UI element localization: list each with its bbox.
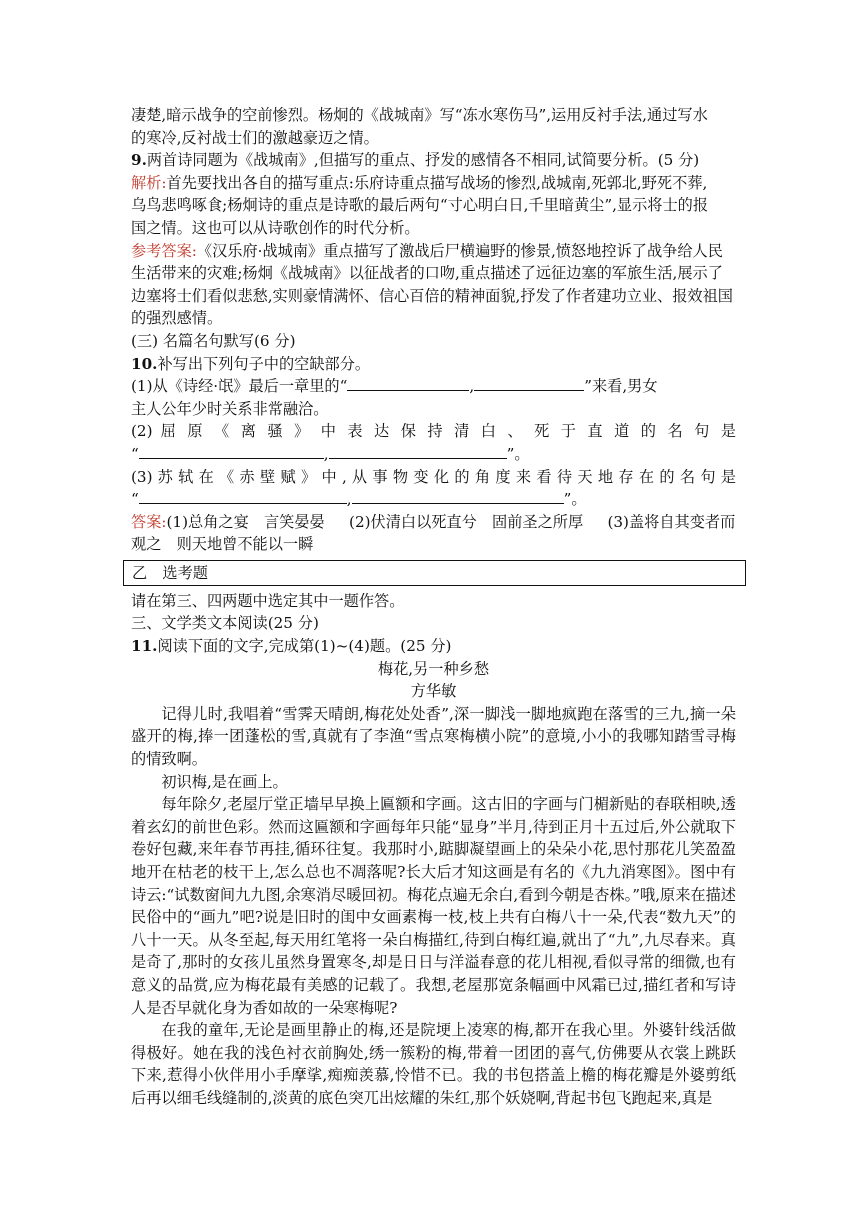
literature-section-heading: 三、文学类文本阅读(25 分): [131, 614, 319, 633]
q10-2-blank-a[interactable]: [139, 444, 324, 459]
q10-2-open-quote: “: [131, 444, 139, 463]
question-9-number: 9.: [131, 151, 147, 170]
question-10-3-line-1: (3) 苏 轼 在 《 赤 壁 赋 》 中 , 从 事 物 变 化 的 角 度 来 看 待 天 地 存 在 的 名 句 是: [131, 467, 736, 486]
q10-3-blank-a[interactable]: [139, 489, 347, 504]
answer-10-2: (2)伏清白以死直兮 固前圣之所厚: [349, 512, 584, 531]
answer-10-1: (1)总角之宴 言笑晏晏: [166, 512, 325, 531]
q10-2-blank-b[interactable]: [329, 444, 507, 459]
q10-1-sep: ,: [469, 377, 475, 396]
question-9: [131, 149, 736, 172]
reference-answer-label: 参考答案:: [131, 241, 197, 260]
question-10: [131, 353, 736, 376]
article-paragraph-2: 初识梅,是在画上。: [161, 772, 288, 791]
reference-answer-text-1: 《汉乐府·战城南》重点描写了激战后尸横遍野的惨景,愤怒地控诉了战争给人民: [196, 241, 723, 260]
q10-1-blank-a[interactable]: [347, 376, 469, 391]
article-paragraph-3: 每年除夕,老屋厅堂正墙早早换上匾额和字画。这古旧的字画与门楣新贴的春联相映,透着玄幻的前世色彩。然而这匾额和字画每年只能“显身”半月,待到正月十五过后,外公就取下卷好包藏,来年春节再挂,循环往复。我那时小,踮脚凝望画上的朵朵小花,思忖那花儿笑盈盈地开在枯老的枝干上,怎么总也不凋落呢?长大后才知这画是有名的《九九消寒图》。图中有诗云:“试数窗间九九图,余寒消尽暖回初。梅花点遍无余白,看到今朝是杏株。”哦,原来在描述民俗中的“画九”吧?说是旧时的闺中女画素梅一枝,枝上共有白梅八十一朵,代表“数九天”的八十一天。从冬至起,每天用红笔将一朵白梅描红,待到白梅红遍,就出了“九”,九尽春来。真是奇了,那时的女孩儿虽然身置寒冬,却是日日与洋溢春意的花儿相视,看似寻常的细微,也有意义的品赏,应为梅花最有美感的记载了。我想,老屋那宽条幅画中风霜已过,描红者和写诗人是否早就化身为香如故的一朵寒梅呢?: [131, 795, 736, 1017]
question-10-2-line-2: [131, 443, 736, 466]
question-10-1-line-1: [131, 375, 736, 398]
question-11-text: 阅读下面的文字,完成第(1)~(4)题。(25 分): [157, 637, 452, 656]
q10-3-open-quote: “: [131, 490, 139, 509]
analysis-line-2: 乌鸟悲鸣啄食;杨炯诗的重点是诗歌的最后两句“寸心明白日,千里暗黄尘”,显示将士的报: [131, 196, 709, 215]
q10-1-suffix: ”来看,男女: [584, 377, 658, 396]
q10-1-prompt: (1)从《诗经·氓》最后一章里的“: [131, 377, 348, 396]
reference-answer-line-1: [131, 240, 736, 263]
question-10-text: 补写出下列句子中的空缺部分。: [157, 354, 371, 373]
elective-section-title: 乙 选考题: [132, 563, 208, 582]
article-author: 方华敏: [410, 682, 457, 701]
question-10-1-line-2: 主人公年少时关系非常融洽。: [131, 399, 329, 418]
analysis-line-3: 国之情。这也可以从诗歌创作的时代分析。: [131, 218, 420, 237]
q10-3-close: ”。: [563, 490, 587, 509]
question-10-number: 10.: [131, 354, 158, 373]
question-9-text: 两首诗同题为《战城南》,但描写的重点、抒发的感情各不相同,试简要分析。(5 分): [146, 151, 700, 170]
prev-answer-line-2: 的寒冷,反衬战士们的激越豪迈之情。: [131, 128, 379, 147]
q10-1-blank-b[interactable]: [474, 376, 584, 391]
article-title: 梅花,另一种乡愁: [377, 659, 490, 678]
elective-section-box: [123, 560, 746, 586]
choose-instruction: 请在第三、四两题中选定其中一题作答。: [131, 591, 405, 610]
reference-answer-line-2: 生活带来的灾难;杨炯《战城南》以征战者的口吻,重点描述了远征边塞的军旅生活,展示了: [131, 264, 723, 283]
analysis-label: 解析:: [131, 173, 167, 192]
question-11-number: 11.: [131, 637, 158, 656]
question-10-2-line-1: (2) 屈 原 《 离 骚 》 中 表 达 保 持 清 白 、 死 于 直 道 的 名 句 是: [131, 422, 736, 441]
q10-2-close: ”。: [506, 444, 530, 463]
article-paragraph-4: 在我的童年,无论是画里静止的梅,还是院埂上凌寒的梅,都开在我心里。外婆针线活做得极好。她在我的浅色衬衣前胸处,绣一簇粉的梅,带着一团团的喜气,仿佛要从衣裳上跳跃下来,惹得小伙伴用小手摩挲,痴痴羡慕,怜惜不已。我的书包搭盖上檐的梅花瓣是外婆剪纸后再以细毛线缝制的,淡黄的底色突兀出炫耀的朱红,那个妖娆啊,背起书包飞跑起来,真是: [131, 1021, 736, 1107]
answer-10-line-1: [131, 511, 736, 534]
section-3-heading: (三) 名篇名句默写(6 分): [131, 331, 296, 350]
answer-10-3: (3)盖将自其变者而: [607, 512, 736, 531]
answer-10-line-2: 观之 则天地曾不能以一瞬: [131, 535, 314, 554]
reference-answer-line-3: 边塞将士们看似悲愁,实则豪情满怀、信心百倍的精神面貌,抒发了作者建功立业、报效祖国: [131, 286, 733, 305]
analysis-text-1: 首先要找出各自的描写重点:乐府诗重点描写战场的惨烈,战城南,死郭北,野死不葬,: [166, 173, 708, 192]
q10-2-sep: ,: [323, 444, 329, 463]
reference-answer-line-4: 的强烈感情。: [131, 309, 223, 328]
question-10-3-line-2: [131, 488, 736, 511]
answer-label: 答案:: [131, 512, 167, 531]
analysis-line-1: [131, 172, 736, 195]
document-page: [131, 104, 736, 1110]
q10-3-sep: ,: [346, 490, 352, 509]
q10-3-blank-b[interactable]: [352, 489, 564, 504]
question-11: [131, 635, 736, 658]
article-paragraph-1: 记得儿时,我唱着“雪霁天晴朗,梅花处处香”,深一脚浅一脚地疯跑在落雪的三九,摘一朵盛开的梅,捧一团蓬松的雪,真就有了李渔“雪点寒梅横小院”的意境,小小的我哪知踏雪寻梅的情致啊。: [131, 704, 736, 769]
prev-answer-line-1: 凄楚,暗示战争的空前惨烈。杨炯的《战城南》写“冻水寒伤马”,运用反衬手法,通过写水: [131, 106, 708, 124]
